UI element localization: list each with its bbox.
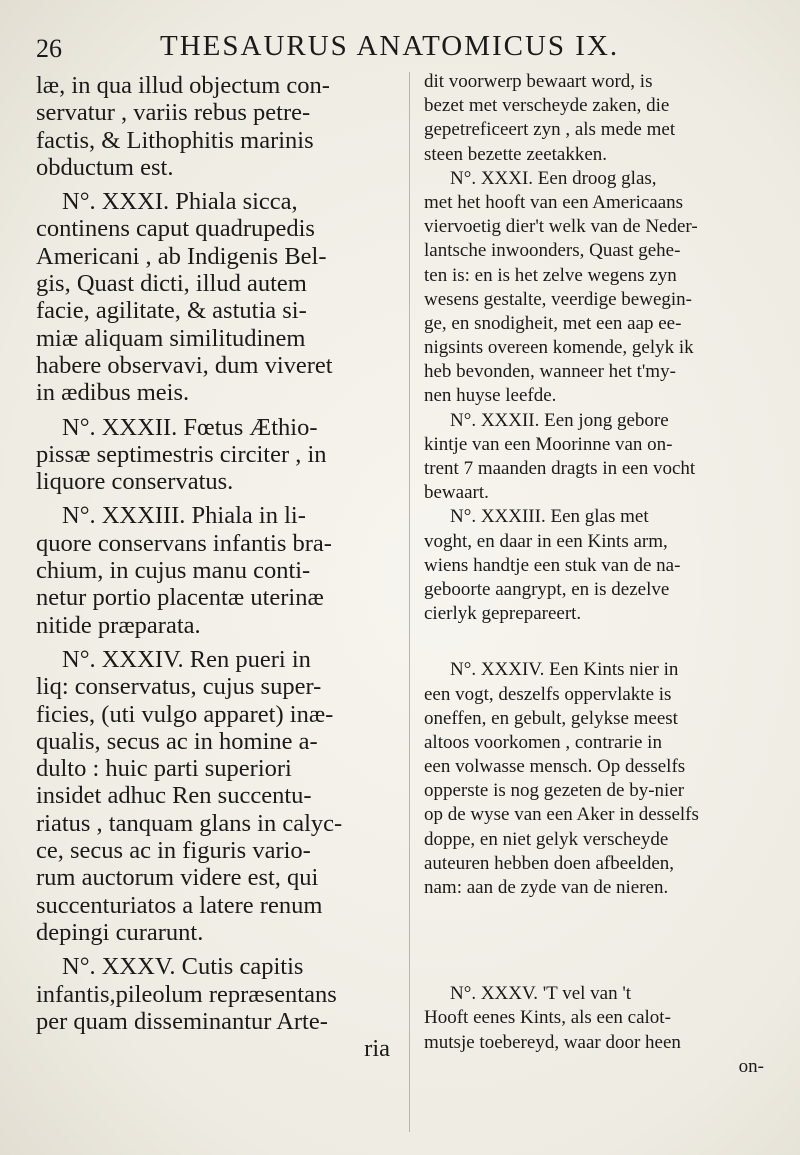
dutch-line: opperste is nog gezeten de by-nier: [424, 780, 685, 802]
latin-line: servatur , variis rebus petre-: [36, 99, 311, 127]
dutch-line: kintje van een Moorinne van on-: [424, 433, 673, 455]
latin-line: liquore conservatus.: [36, 468, 234, 496]
latin-line: læ, in qua illud objectum con-: [36, 72, 330, 99]
dutch-line: wiens handtje een stuk van de na-: [424, 554, 681, 576]
latin-line: habere observavi, dum viveret: [36, 351, 333, 379]
latin-line: insidet adhuc Ren succentu-: [36, 782, 312, 810]
dutch-line: ten is: en is het zelve wegens zyn: [424, 264, 677, 286]
dutch-line: gepetreficeert zyn , als mede met: [424, 119, 676, 141]
dutch-entry-heading: N°. XXXI. Een droog glas,: [450, 167, 657, 189]
latin-line: dulto : huic parti superiori: [36, 755, 292, 783]
dutch-line: bewaart.: [424, 482, 489, 504]
latin-catchword: ria: [364, 1035, 390, 1063]
latin-line: per quam disseminantur Arte-: [36, 1007, 328, 1035]
latin-entry-heading: N°. XXXII. Fœtus Æthio-: [62, 413, 318, 441]
dutch-line: viervoetig dier't welk van de Neder-: [424, 216, 698, 238]
page-header: [30, 28, 770, 68]
dutch-line: ge, en snodigheit, met een aap ee-: [424, 312, 682, 334]
dutch-line: altoos voorkomen , contrarie in: [424, 731, 662, 753]
latin-line: pissæ septimestris circiter , in: [36, 440, 327, 468]
column-divider: [409, 72, 410, 1132]
dutch-line: nen huyse leefde.: [424, 385, 557, 407]
dutch-line: een vogt, deszelfs oppervlakte is: [424, 683, 672, 705]
dutch-line: doppe, en niet gelyk verscheyde: [424, 828, 669, 850]
dutch-line: Hooft eenes Kints, als een calot-: [424, 1007, 671, 1029]
dutch-line: nam: aan de zyde van de nieren.: [424, 877, 669, 898]
latin-line: factis, & Lithophitis marinis: [36, 126, 314, 154]
latin-entry-heading: N°. XXXIV. Ren pueri in: [62, 645, 311, 673]
dutch-entry-heading: N°. XXXV. 'T vel van 't: [450, 983, 632, 1005]
dutch-line: dit voorwerp bewaart word, is: [424, 71, 653, 92]
dutch-line: een volwasse mensch. Op desselfs: [424, 756, 686, 778]
dutch-entry-heading: N°. XXXII. Een jong gebore: [450, 409, 669, 431]
dutch-line: trent 7 maanden dragts in een vocht: [424, 458, 696, 479]
dutch-line: bezet met verscheyde zaken, die: [424, 95, 670, 117]
latin-entry-heading: N°. XXXV. Cutis capitis: [62, 953, 304, 981]
latin-column: [36, 72, 394, 1062]
latin-line: gis, Quast dicti, illud autem: [36, 270, 307, 298]
latin-line: infantis,pileolum repræsentans: [36, 980, 337, 1008]
latin-line: obductum est.: [36, 153, 174, 181]
dutch-line: mutsje toebereyd, waar door heen: [424, 1031, 681, 1053]
dutch-line: op de wyse van een Aker in desselfs: [424, 804, 699, 826]
latin-line: ce, secus ac in figuris vario-: [36, 837, 311, 865]
latin-line: qualis, secus ac in homine a-: [36, 727, 318, 755]
dutch-catchword: on-: [738, 1055, 764, 1077]
dutch-column: [424, 70, 766, 1079]
dutch-line: met het hooft van een Americaans: [424, 191, 684, 213]
running-head: THESAURUS ANATOMICUS IX.: [160, 30, 620, 62]
dutch-entry-heading: N°. XXXIII. Een glas met: [450, 506, 649, 528]
latin-line: quore conservans infantis bra-: [36, 529, 332, 557]
dutch-line: cierlyk geprepareert.: [424, 603, 582, 625]
latin-line: in ædibus meis.: [36, 379, 190, 407]
latin-line: ficies, (uti vulgo apparet) inæ-: [36, 700, 334, 728]
latin-line: rum auctorum videre est, qui: [36, 864, 319, 892]
latin-line: miæ aliquam similitudinem: [36, 324, 306, 352]
dutch-line: geboorte aangrypt, en is dezelve: [424, 578, 670, 600]
latin-line: liq: conservatus, cujus super-: [36, 673, 322, 701]
dutch-line: heb bevonden, wanneer het t'my-: [424, 361, 676, 383]
dutch-line: lantsche inwoonders, Quast gehe-: [424, 240, 681, 262]
dutch-line: voght, en daar in een Kints arm,: [424, 530, 668, 552]
latin-line: facie, agilitate, & astutia si-: [36, 297, 307, 325]
dutch-entry-heading: N°. XXXIV. Een Kints nier in: [450, 659, 679, 681]
dutch-line: nigsints overeen komende, gelyk ik: [424, 337, 694, 359]
dutch-line: auteuren hebben doen afbeelden,: [424, 852, 675, 874]
latin-line: Americani , ab Indigenis Bel-: [36, 242, 327, 270]
latin-entry-heading: N°. XXXIII. Phiala in li-: [62, 502, 306, 530]
latin-line: succenturiatos a latere renum: [36, 891, 323, 919]
latin-line: riatus , tanquam glans in calyc-: [36, 809, 343, 837]
dutch-line: wesens gestalte, veerdige bewegin-: [424, 288, 693, 310]
latin-entry-heading: N°. XXXI. Phiala sicca,: [62, 188, 298, 216]
dutch-line: steen bezette zeetakken.: [424, 143, 608, 165]
dutch-line: oneffen, en gebult, gelykse meest: [424, 707, 678, 729]
page-number: 26: [36, 34, 62, 63]
latin-line: nitide præparata.: [36, 611, 201, 639]
latin-line: chium, in cujus manu conti-: [36, 557, 311, 585]
latin-line: depingi curarunt.: [36, 918, 204, 946]
latin-line: continens caput quadrupedis: [36, 215, 315, 243]
latin-line: netur portio placentæ uterinæ: [36, 584, 324, 612]
